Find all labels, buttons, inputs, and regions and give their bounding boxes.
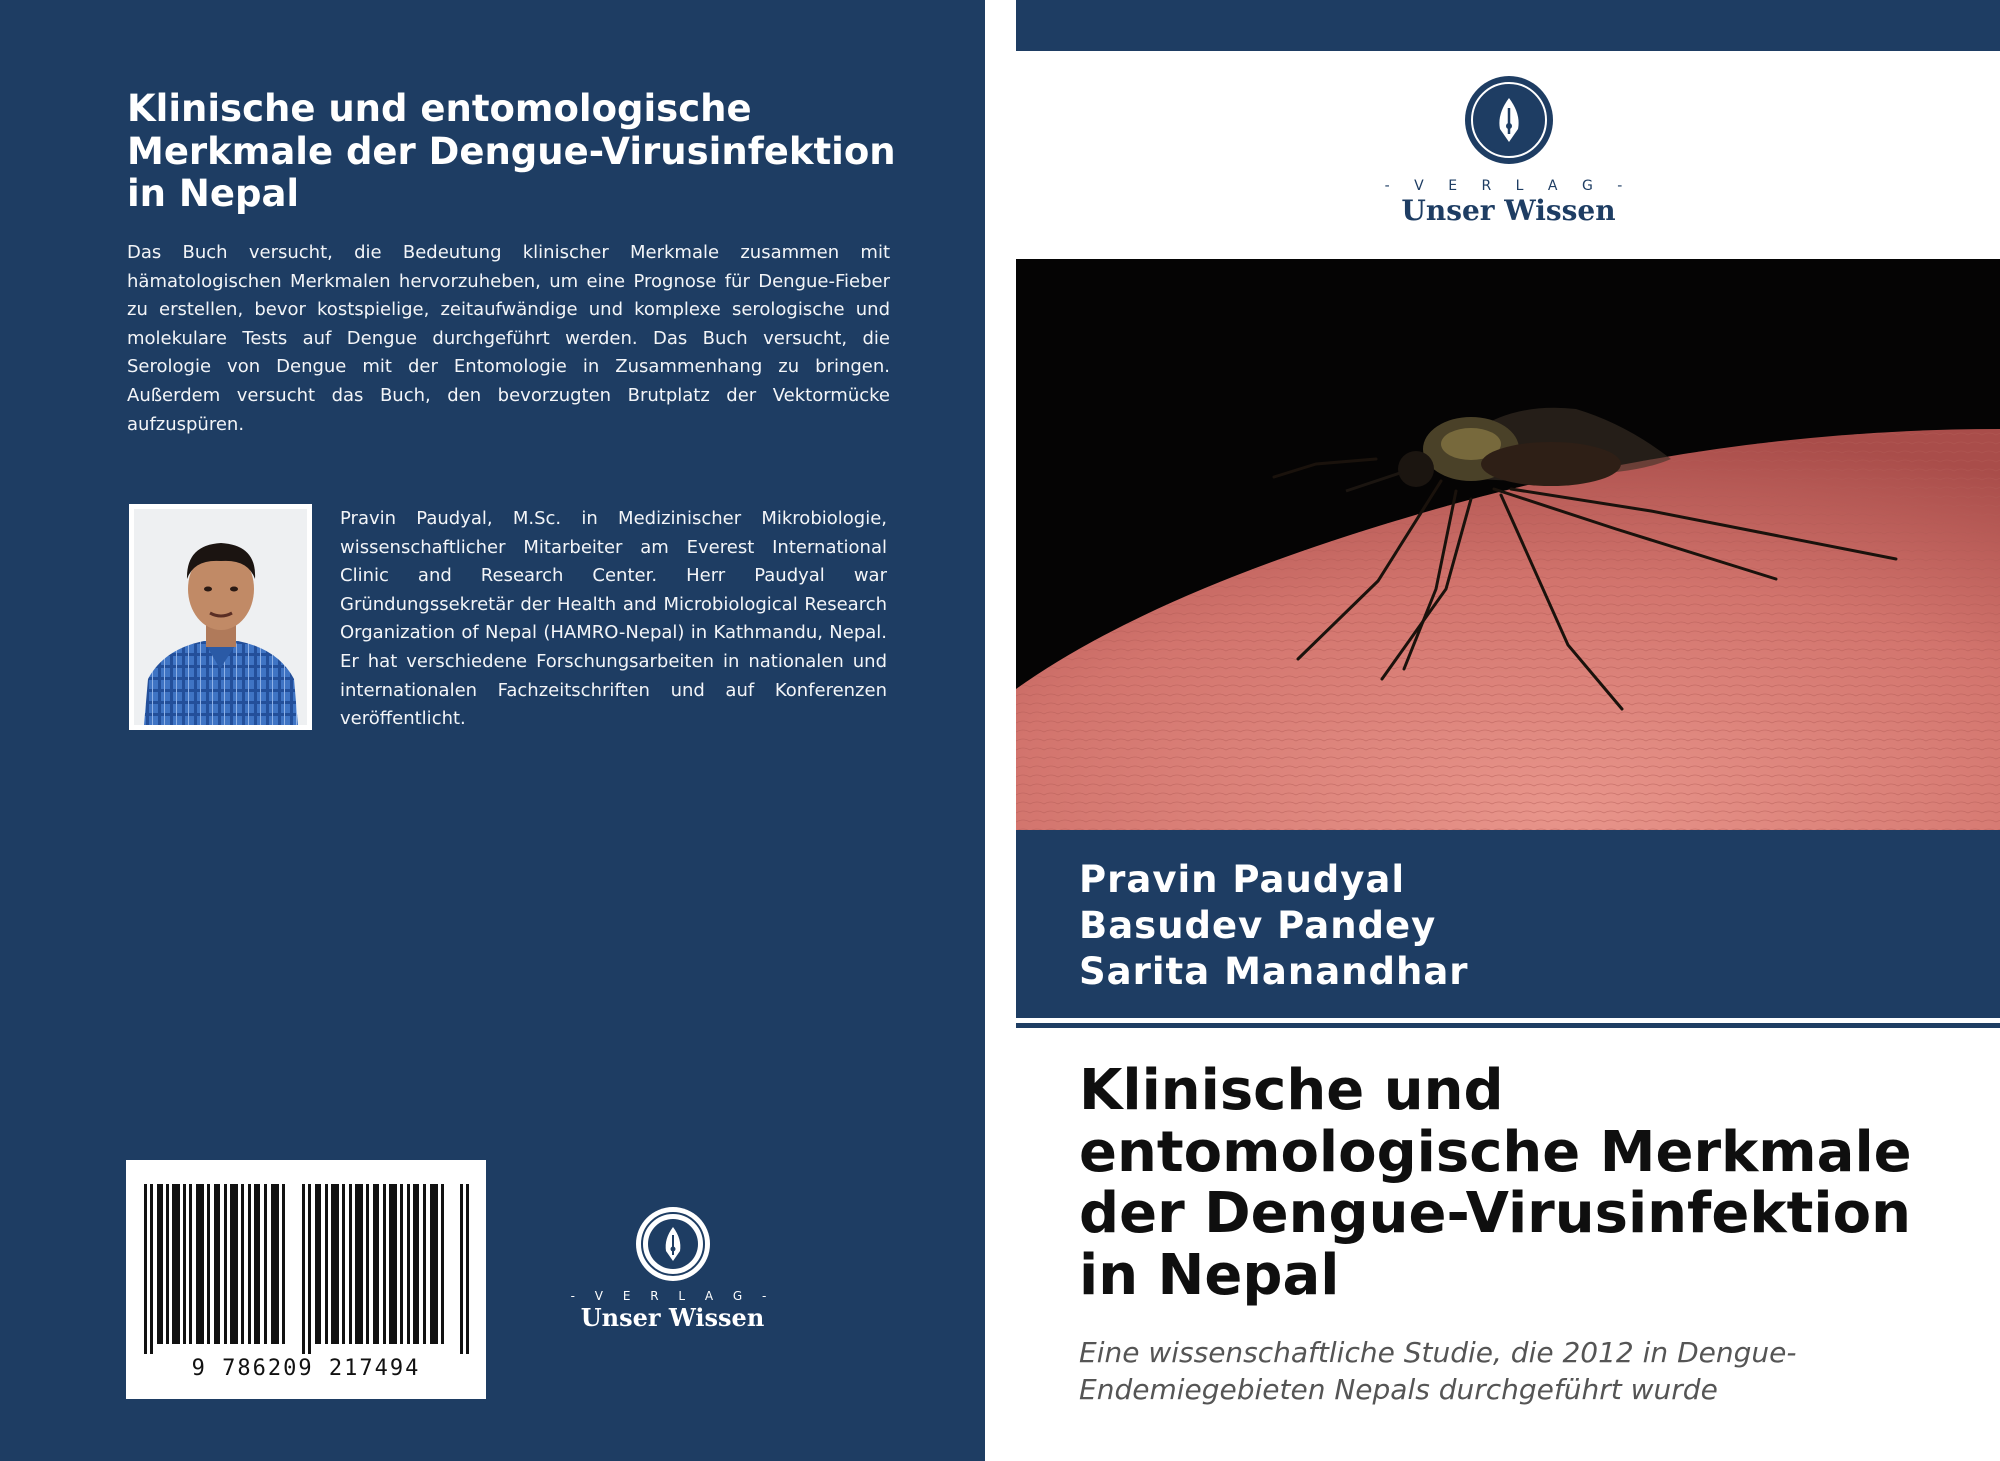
isbn-digits: 9 786209 217494 [191,1356,421,1381]
back-cover [0,0,985,1461]
front-top-bar [1016,0,2000,51]
fountain-pen-nib-icon [1463,74,1555,166]
back-logo-brand: Unser Wissen [580,1303,765,1332]
front-logo-brand: Unser Wissen [1401,194,1616,227]
front-cover [1016,0,2000,1461]
back-cover-blurb: Das Buch versucht, die Bedeutung klinischer Merkmale zusammen mit hämatologischen Merkmalen hervorzuheben, um eine Prognose für Dengue-Fieber zu erstellen, bevor kostspielige, zeitaufwändige und komplexe serologische und molekulare Tests auf Dengue durchgeführt werden. Das Buch versucht, die Serologie von Dengue mit der Entomologie in Zusammenhang zu bringen. Außerdem versucht das Buch, den bevorzugten Brutplatz der Vektormücke aufzuspüren. [127,242,890,435]
back-publisher-logo [570,1205,775,1332]
author-photo [129,504,312,730]
fountain-pen-nib-icon [634,1205,712,1283]
front-cover-subtitle: Eine wissenschaftliche Studie, die 2012 in Dengue-Endemiegebieten Nepals durchgeführt wurde [1079,1336,1797,1406]
isbn-barcode [126,1160,486,1399]
mosquito-on-skin-image [1016,259,2000,830]
front-cover-title: Klinische und entomologische Merkmale der Dengue-Virusinfektion in Nepal [1079,1058,1912,1308]
barcode-bars-icon [144,1184,470,1354]
divider-rule [1016,1023,2000,1028]
back-logo-verlag: - V E R L A G - [570,1289,775,1303]
authors-band [1016,830,2000,1018]
author-name-1: Pravin Paudyal [1079,858,1406,901]
author-name-2: Basudev Pandey [1079,904,1437,947]
author-name-3: Sarita Manandhar [1079,950,1469,993]
back-cover-title: Klinische und entomologische Merkmale der Dengue-Virusinfektion in Nepal [127,87,896,216]
front-publisher-logo [1266,74,1751,227]
author-bio: Pravin Paudyal, M.Sc. in Medizinischer Mikrobiologie, wissenschaftlicher Mitarbeiter am Everest International Clinic and Research Center. Herr Paudyal war Gründungssekretär der Health and Microbiological Research Organization of Nepal (HAMRO-Nepal) in Kathmandu, Nepal. Er hat verschiedene Forschungsarbeiten in nationalen und internationalen Fachzeitschriften und auf Konferenzen veröffentlicht. [340,508,887,730]
front-logo-verlag: - V E R L A G - [1384,178,1633,194]
